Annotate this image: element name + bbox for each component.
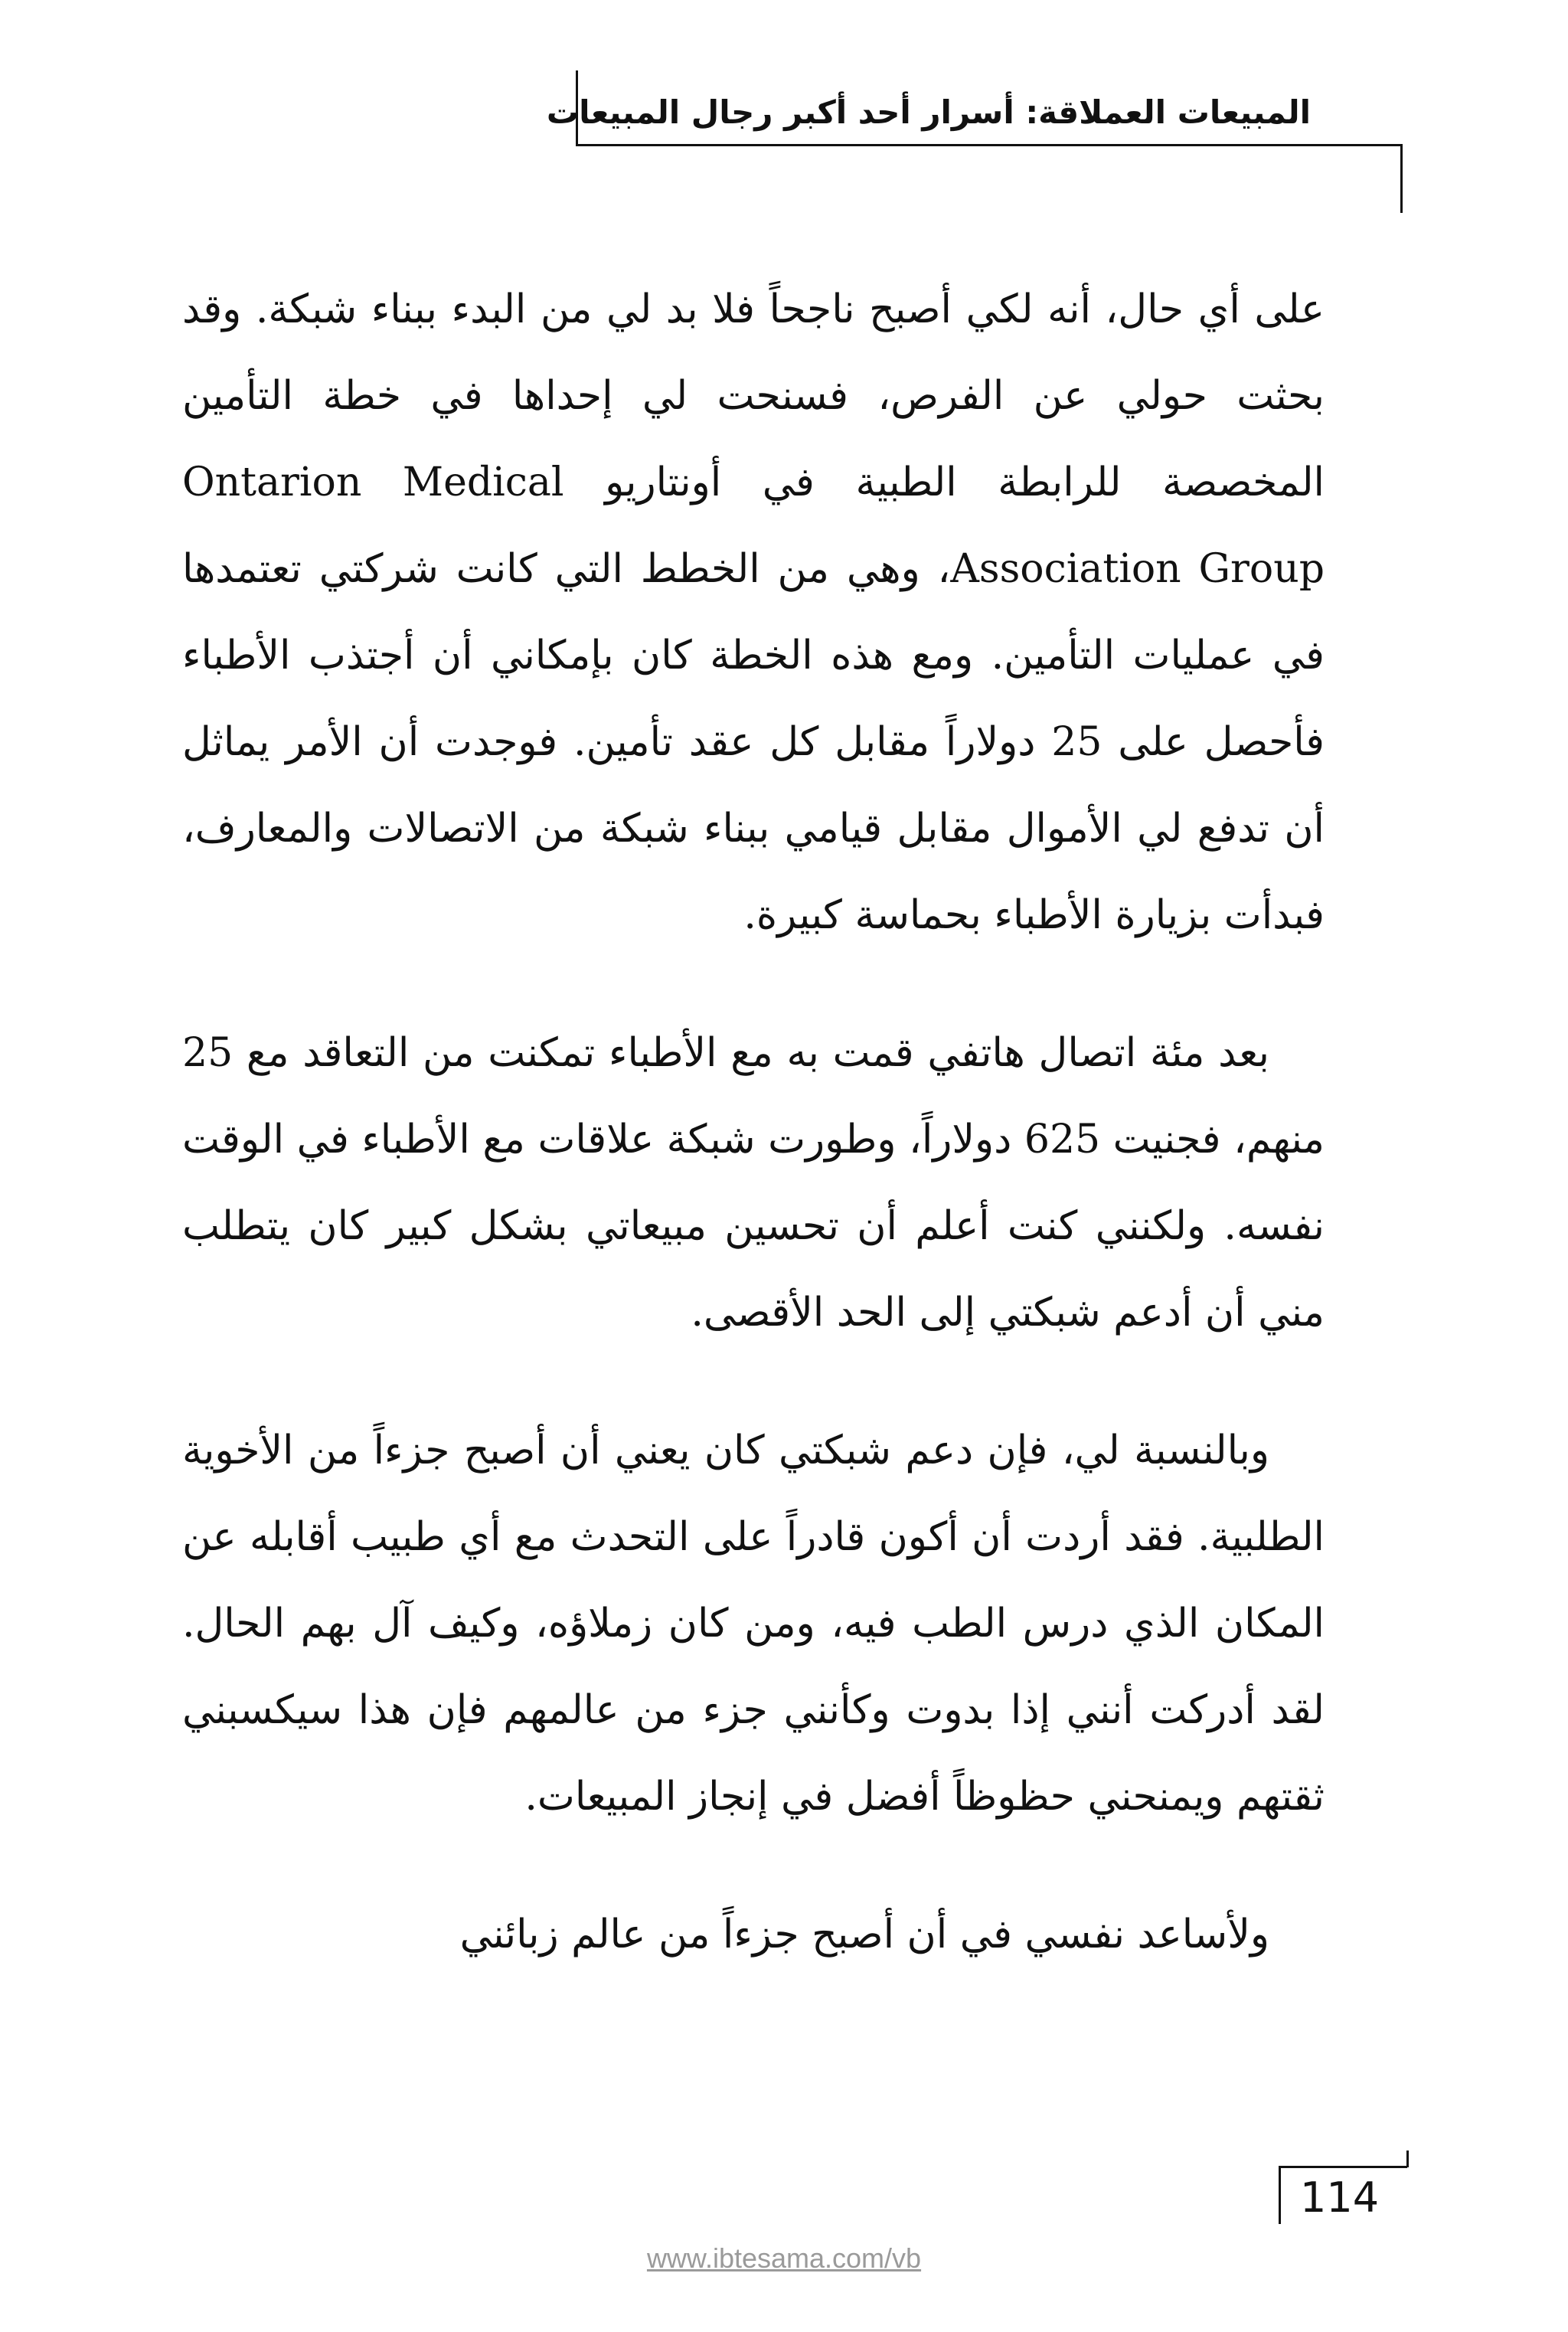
paragraph-1: على أي حال، أنه لكي أصبح ناجحاً فلا بد لي من البدء ببناء شبكة. وقد بحثت حولي عن الفرص، فسنحت لي إحداها في خطة التأمين المخصصة للرابطة الطبية في أونتاريو Ontarion Medical Association Group، وهي من الخطط التي كانت شركتي تعتمدها في عمليات التأمين. ومع هذه الخطة كان بإمكاني أن أجتذب الأطباء فأحصل على 25 دولاراً مقابل كل عقد تأمين. فوجدت أن الأمر يماثل أن تدفع لي الأموال مقابل قيامي ببناء شبكة من الاتصالات والمعارف، فبدأت بزيارة الأطباء بحماسة كبيرة.: [182, 286, 1325, 938]
header-rule-right: [1400, 144, 1403, 213]
page-number: 114: [1300, 2173, 1380, 2222]
page-number-rule-right: [1406, 2150, 1409, 2167]
book-title: المبيعات العملاقة: أسرار أحد أكبر رجال المبيعات: [546, 93, 1311, 131]
paragraph-4: ولأساعد نفسي في أن أصبح جزءاً من عالم زبائني: [459, 1912, 1269, 1958]
paragraph-3: وبالنسبة لي، فإن دعم شبكتي كان يعني أن أصبح جزءاً من الأخوية الطلبية. فقد أردت أن أكون قادراً على التحدث مع أي طبيب أقابله عن المكان الذي درس الطب فيه، ومن كان زملاؤه، وكيف آل بهم الحال. لقد أدركت أنني إذا بدوت وكأنني جزء من عالمهم فإن هذا سيكسبني ثقتهم ويمنحني حظوظاً أفضل في إنجاز المبيعات.: [182, 1428, 1325, 1820]
paragraph-2: بعد مئة اتصال هاتفي قمت به مع الأطباء تمكنت من التعاقد مع 25 منهم، فجنيت 625 دولاراً، وطورت شبكة علاقات مع الأطباء في الوقت نفسه. ولكنني كنت أعلم أن تحسين مبيعاتي بشكل كبير كان يتطلب مني أن أدعم شبكتي إلى الحد الأقصى.: [182, 1030, 1325, 1336]
page-number-frame: [1279, 2150, 1409, 2224]
header-rule-bottom: [576, 144, 1403, 146]
running-header: [546, 70, 1403, 155]
page-number-rule-top: [1279, 2166, 1407, 2168]
page-number-rule-left: [1279, 2166, 1281, 2224]
watermark-link[interactable]: www.ibtesama.com/vb: [646, 2242, 922, 2274]
body-text: [182, 267, 1325, 1978]
